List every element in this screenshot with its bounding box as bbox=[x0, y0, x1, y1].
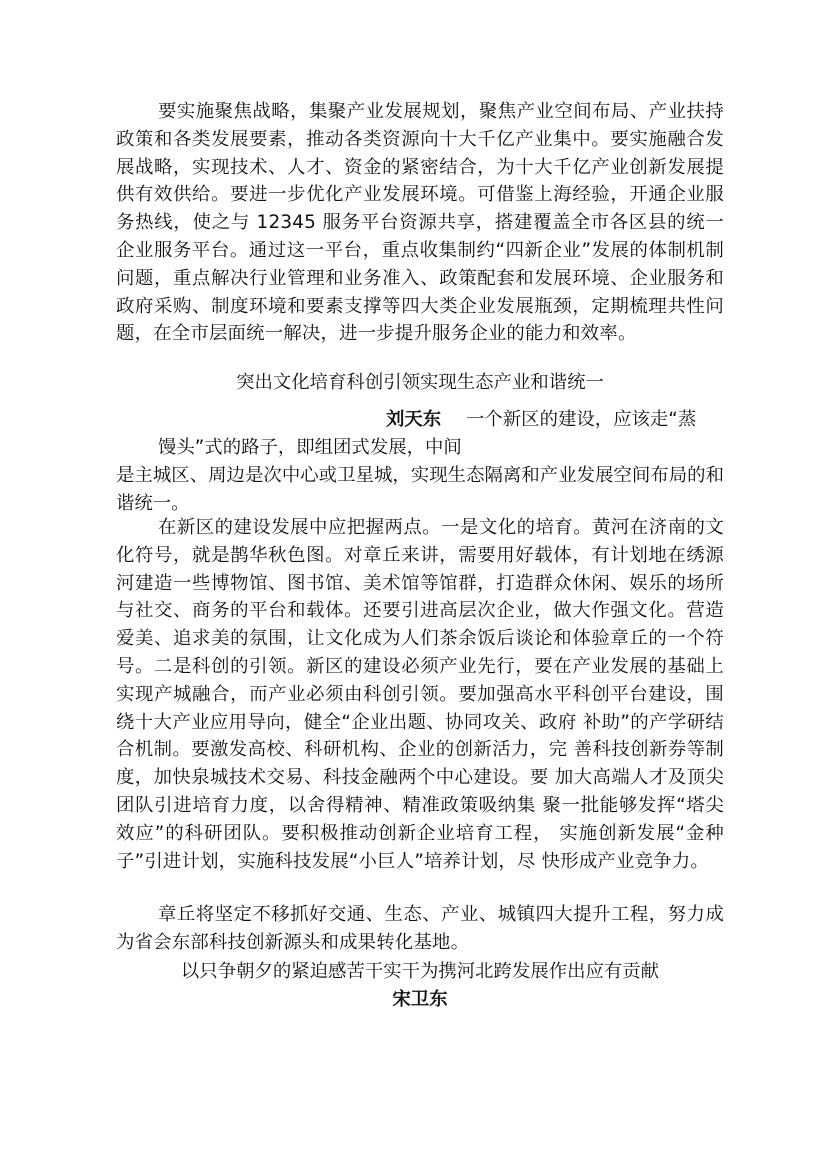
author-name-2: 宋卫东 bbox=[392, 989, 448, 1010]
section-heading-1: 突出文化培育科创引领实现生态产业和谐统一 bbox=[236, 372, 604, 393]
body-line: 馒头”式的路子，即组团式发展，中间 bbox=[158, 437, 462, 458]
author-name-1: 刘天东 bbox=[386, 409, 442, 430]
paragraph-4: 章丘将坚定不移抓好交通、生态、产业、城镇四大提升工程，努力成为省会东部科技创新源头和成果转化基地。 bbox=[116, 904, 724, 953]
paragraph-1: 要实施聚焦战略，集聚产业发展规划，聚焦产业空间布局、产业扶持政策和各类发展要素，推动各类资源向十大千亿产业集中。要实施融合发展战略，实现技术、人才、资金的紧密结合，为十大千亿产业创新发展提供有效供给。要进一步优化产业发展环境。可借鉴上海经验，开通企业服务热线，使之与 12345 服务平台资源共享，搭建覆盖全市各区县的统一企业服务平台。通过这一平台，重点收集制约“四新企业”发展的体制机制问题，重点解决行业管理和业务准入、政策配套和发展环境、企业服务和政府采购、制度环境和要素支撑等四大类企业发展瓶颈，定期梳理共性问题，在全市层面统一解决，进一步提升服务企业的能力和效率。 bbox=[116, 101, 724, 345]
body-text: 是主城区、周边是次中心或卫星城，实现生态隔离和产业发展空间布局的和谐统一。 bbox=[116, 465, 724, 514]
section-heading-2: 以只争朝夕的紧迫感苦干实干为携河北跨发展作出应有贡献 bbox=[180, 961, 660, 982]
author-line-1-text: 一个新区的建设，应该走“蒸 bbox=[466, 409, 697, 430]
paragraph-3: 在新区的建设发展中应把握两点。一是文化的培育。黄河在济南的文化符号，就是鹊华秋色图。对章丘来讲，需要用好载体，有计划地在绣源河建造一些博物馆、图书馆、美术馆等馆群，打造群众休闲、娱乐的场所与社交、商务的平台和载体。还要引进高层次企业，做大作强文化。营造爱美、追求美的氛围，让文化成为人们茶余饭后谈论和体验章丘的一个符号。二是科创的引领。新区的建设必须产业先行，要在产业发展的基础上实现产城融合，而产业必须由科创引领。要加强高水平科创平台建设，围绕十大产业应用导向，健全“企业出题、协同攻关、政府 补助”的产学研结合机制。要激发高校、科研机构、企业的创新活力，完 善科技创新券等制度，加快泉城技术交易、科技金融两个中心建设。要 加大高端人才及顶尖团队引进培育力度，以舍得精神、精准政策吸纳集 聚一批能够发挥“塔尖效应”的科研团队。要积极推动创新企业培育工程， 实施创新发展“金种子”引进计划，实施科技发展“小巨人”培养计划，尽 快形成产业竞争力。 bbox=[116, 517, 724, 872]
